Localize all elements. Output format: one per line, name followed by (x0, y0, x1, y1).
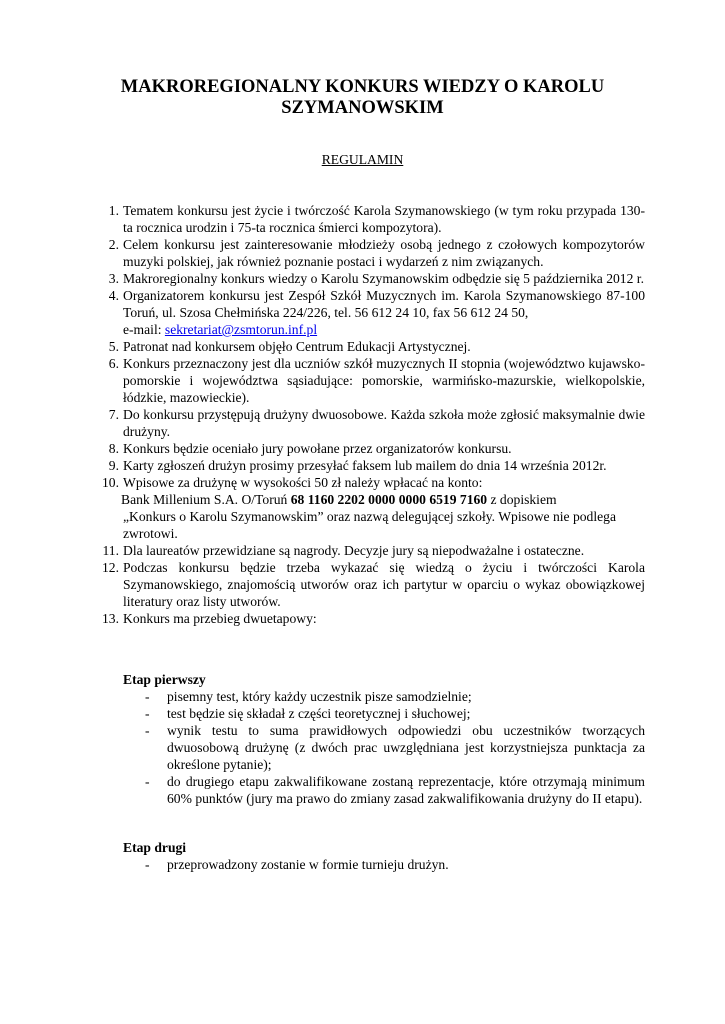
rule-text: Organizatorem konkursu jest Zespół Szkół Muzycznych im. Karola Szymanowskiego 87-100 Toruń, ul. Szosa Chełmińska 224/226, tel. 56 612 24 10, fax 56 612 24 50, (123, 288, 645, 320)
rule-item (97, 542, 645, 559)
rule-item (97, 559, 645, 610)
stage-one-bullet (123, 688, 645, 705)
stage-two-section (123, 839, 645, 873)
rule-item (97, 406, 645, 440)
rule-text: Konkurs ma przebieg dwuetapowy: (123, 611, 317, 626)
rule-text: Podczas konkursu będzie trzeba wykazać się wiedzą o życiu i twórczości Karola Szymanowskiego, znajomością utworów oraz ich partytur w oparciu o wykaz obowiązkowej literatury oraz listy utworów. (123, 560, 645, 609)
rules-list (97, 202, 645, 627)
rule-item (97, 202, 645, 236)
rule-item (97, 355, 645, 406)
rule-number: 11. (102, 543, 119, 558)
bullet-text: test będzie się składał z części teoretycznej i słuchowej; (167, 706, 471, 721)
rule-text: Konkurs przeznaczony jest dla uczniów szkół muzycznych II stopnia (województwo kujawsko-pomorskie i województwa sąsiadujące: pomorskie, warmińsko-mazurskie, wielkopolskie, łódzkie, mazowieckie). (123, 356, 645, 405)
rule-number: 7. (108, 407, 119, 422)
rule-number: 5. (108, 339, 119, 354)
title-line-1: MAKROREGIONALNY KONKURS WIEDZY O KAROLU (120, 77, 605, 97)
rule-item (97, 440, 645, 457)
rule-number: 6. (108, 356, 119, 371)
stage-two-bullet (123, 856, 645, 873)
document-subtitle: REGULAMIN (321, 152, 404, 167)
rule-number: 12. (102, 560, 119, 575)
rule-number: 9. (108, 458, 119, 473)
bank-note: z dopiskiem (487, 492, 557, 507)
rule-item (97, 338, 645, 355)
stage-one-bullet (123, 705, 645, 722)
rule-text: Do konkursu przystępują drużyny dwuosobowe. Każda szkoła może zgłosić maksymalnie dwie drużyny. (123, 407, 645, 439)
rule-number: 4. (108, 288, 119, 303)
rule-item (97, 236, 645, 270)
bullet-text: przeprowadzony zostanie w formie turnieju drużyn. (167, 857, 449, 872)
email-line (123, 321, 645, 338)
rule-text: Konkurs będzie oceniało jury powołane przez organizatorów konkursu. (123, 441, 512, 456)
rule-number: 1. (108, 203, 119, 218)
bullet-text: pisemny test, który każdy uczestnik pisze samodzielnie; (167, 689, 472, 704)
dash-marker: - (145, 706, 150, 721)
stage-one-bullet (123, 722, 645, 773)
email-label: e-mail: (123, 322, 165, 337)
document-title (80, 77, 645, 119)
rule-number: 2. (108, 237, 119, 252)
rule-text: Makroregionalny konkurs wiedzy o Karolu Szymanowskim odbędzie się 5 października 2012 r. (123, 271, 644, 286)
rule-text: Karty zgłoszeń drużyn prosimy przesyłać faksem lub mailem do dnia 14 września 2012r. (123, 458, 607, 473)
stage-one-section (123, 671, 645, 807)
rule-item (97, 457, 645, 474)
rule-number: 8. (108, 441, 119, 456)
bank-account-line (121, 491, 645, 508)
stage-two-title: Etap drugi (123, 840, 187, 855)
bank-note-continued: „Konkurs o Karolu Szymanowskim” oraz nazwą delegującej szkoły. Wpisowe nie podlega zwrotowi. (123, 509, 616, 541)
dash-marker: - (145, 723, 150, 738)
rule-number: 3. (108, 271, 119, 286)
rule-text: Wpisowe za drużynę w wysokości 50 zł należy wpłacać na konto: (123, 475, 483, 490)
rule-item (97, 610, 645, 627)
stage-one-bullet (123, 773, 645, 807)
rule-text: Celem konkursu jest zainteresowanie młodzieży osobą jednego z czołowych kompozytorów muzyki polskiej, jak również poznanie postaci i wydarzeń z nim związanych. (123, 237, 645, 269)
dash-marker: - (145, 689, 150, 704)
bank-name: Bank Millenium S.A. O/Toruń (121, 492, 291, 507)
dash-marker: - (145, 857, 150, 872)
bank-account-number: 68 1160 2202 0000 0000 6519 7160 (290, 492, 488, 507)
rule-number: 13. (102, 611, 119, 626)
rule-text: Dla laureatów przewidziane są nagrody. Decyzje jury są niepodważalne i ostateczne. (123, 543, 585, 558)
rule-item (97, 270, 645, 287)
rule-text: Tematem konkursu jest życie i twórczość Karola Szymanowskiego (w tym roku przypada 130-ta rocznica urodzin i 75-ta rocznica śmierci kompozytora). (123, 203, 645, 235)
rule-item (97, 474, 645, 542)
bullet-text: do drugiego etapu zakwalifikowane zostaną reprezentacje, które otrzymają minimum 60% punktów (jury ma prawo do zmiany zasad zakwalifikowania drużyny do II etapu). (167, 774, 645, 806)
dash-marker: - (145, 774, 150, 789)
rule-number: 10. (102, 475, 119, 490)
stage-one-title: Etap pierwszy (123, 672, 206, 687)
rule-text: Patronat nad konkursem objęło Centrum Edukacji Artystycznej. (123, 339, 471, 354)
title-line-2: SZYMANOWSKIM (281, 98, 444, 118)
rule-item (97, 287, 645, 338)
email-link[interactable]: sekretariat@zsmtorun.inf.pl (164, 322, 318, 337)
bullet-text: wynik testu to suma prawidłowych odpowiedzi obu uczestników tworzących dwuosobową drużynę (z dwóch prac uwzględniana jest korzystniejsza punktacja za określone pytanie); (167, 723, 645, 772)
